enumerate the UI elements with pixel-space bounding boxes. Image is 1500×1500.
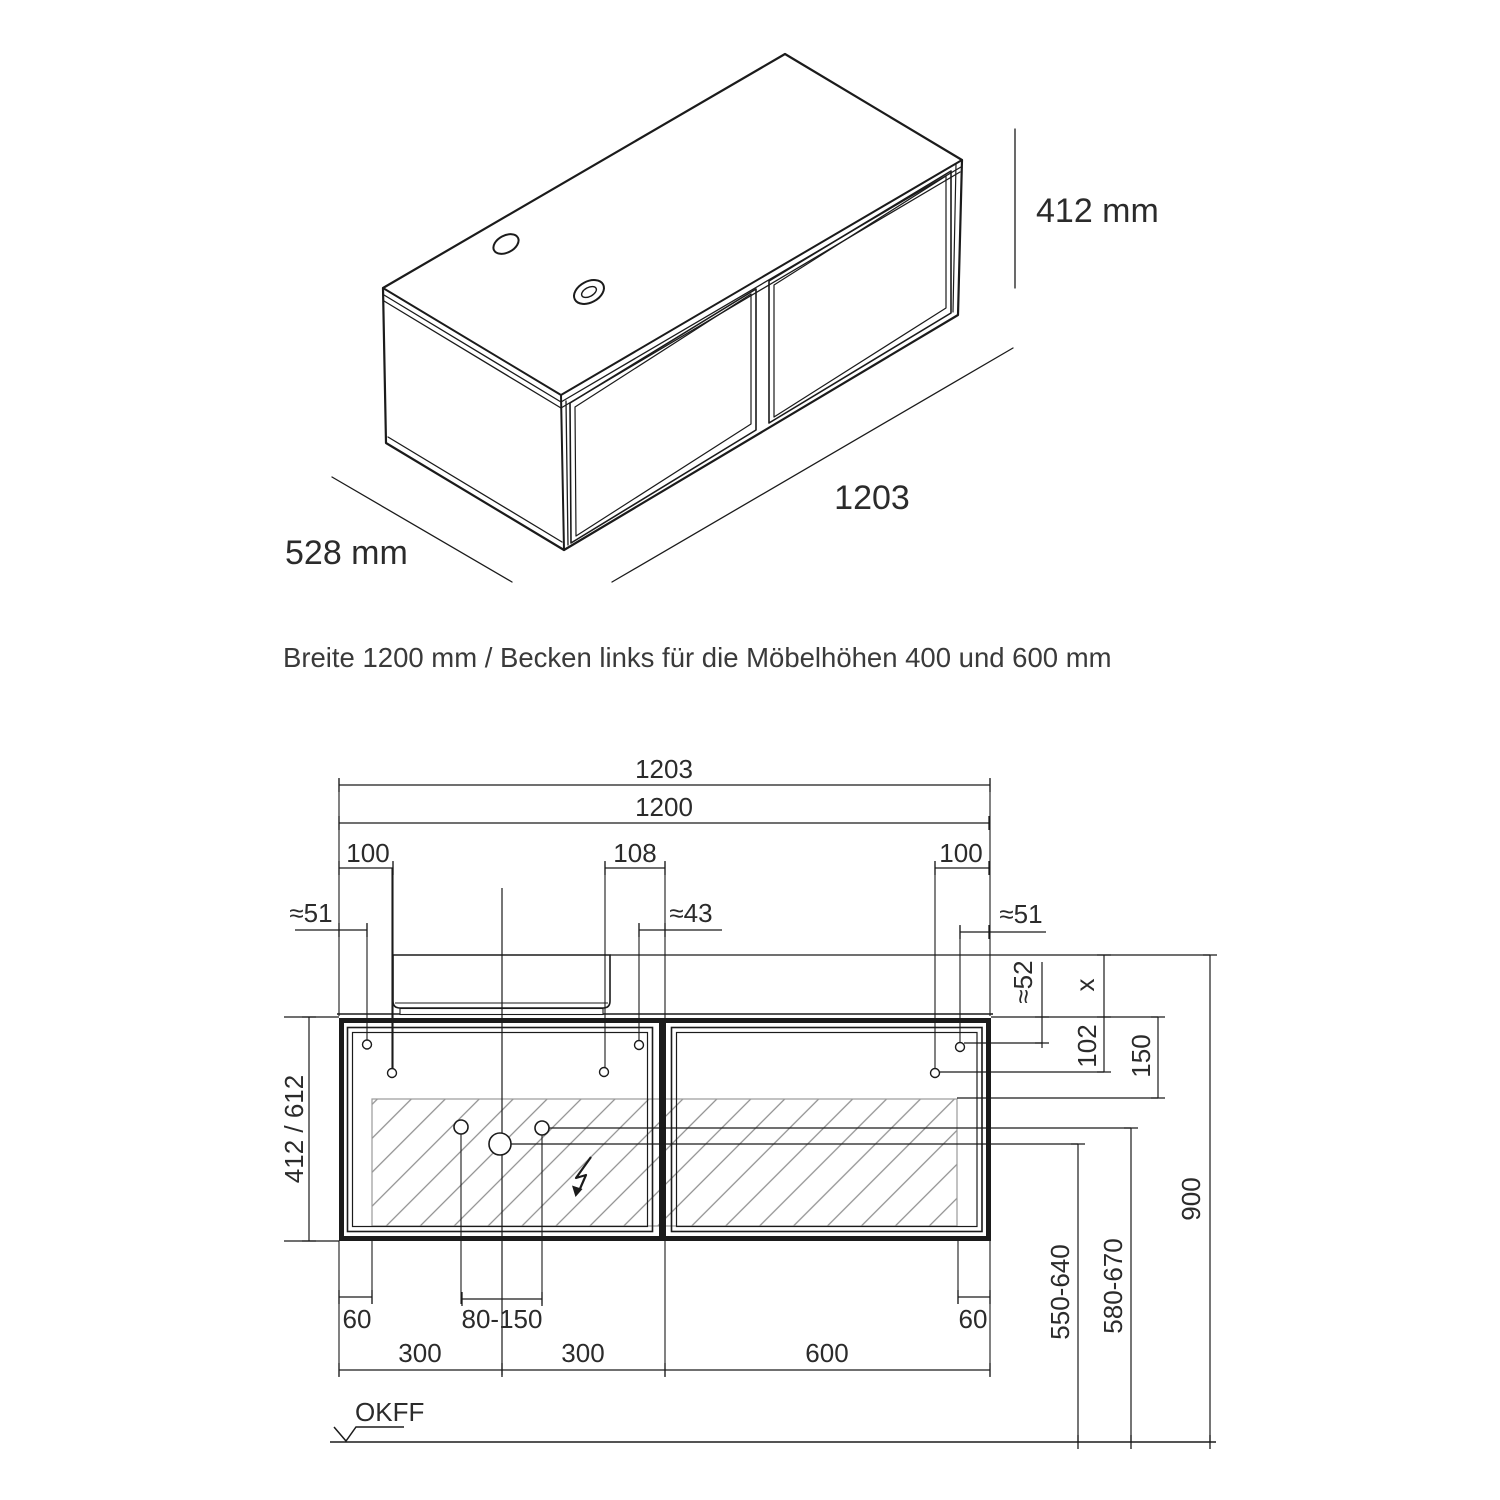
iso-drawer-right	[769, 171, 951, 423]
drain-connection	[489, 1133, 511, 1155]
dim-supply-range: 580-670	[1098, 1238, 1128, 1334]
dim-segment-300-a: 300	[398, 1338, 442, 1368]
dim-approx-left: ≈51	[289, 898, 333, 928]
dim-drain-zone: 80-150	[461, 1304, 543, 1334]
dim-approx-right: ≈51	[999, 899, 1043, 929]
dim-cabinet-height: 412 / 612	[279, 1074, 309, 1184]
supply-connection	[535, 1121, 549, 1135]
mounting-point	[635, 1041, 644, 1050]
floor-reference-label: OKFF	[355, 1397, 425, 1427]
supply-connection	[454, 1120, 468, 1134]
mounting-point	[600, 1068, 609, 1077]
dim-center-offset: 108	[613, 838, 657, 868]
iso-right-edge-inner	[953, 164, 956, 312]
mounting-point	[363, 1040, 372, 1049]
dim-fixing-depth: 102	[1072, 1024, 1102, 1068]
iso-dim-labels	[285, 192, 1159, 572]
iso-height-label: 412 mm	[1036, 192, 1159, 230]
dim-side-clearance-left: 60	[342, 1304, 372, 1334]
dim-unknown-height: x	[1070, 978, 1100, 992]
dim-edge-offset-left: 100	[346, 838, 390, 868]
faucet-hole-icon	[490, 230, 522, 258]
dim-overall-width: 1203	[635, 754, 693, 784]
dim-wall-ref-height: 900	[1176, 1177, 1206, 1221]
iso-view	[332, 54, 1015, 582]
mounting-point	[388, 1069, 397, 1078]
iso-width-label: 1203	[834, 479, 910, 517]
dim-cabinet-width: 1200	[635, 792, 693, 822]
caption-text: Breite 1200 mm / Becken links für die Möbelhöhen 400 und 600 mm	[283, 642, 1112, 673]
iso-depth-label: 528 mm	[285, 534, 408, 572]
iso-drawer-right-inner	[774, 176, 946, 417]
dim-approx-center: ≈43	[669, 898, 713, 928]
dim-side-clearance-right: 60	[958, 1304, 988, 1334]
dim-edge-offset-right: 100	[939, 838, 983, 868]
mounting-point	[931, 1069, 940, 1078]
dim-approx-basin-edge: ≈52	[1008, 960, 1038, 1004]
dim-zone-top-offset: 150	[1126, 1034, 1156, 1078]
iso-drawer-left	[570, 289, 756, 543]
datum-level-icon	[334, 1427, 404, 1441]
dim-drain-range: 550-640	[1045, 1244, 1075, 1340]
mounting-point	[956, 1043, 965, 1052]
iso-drawer-left-inner	[575, 294, 751, 536]
drain-hole-icon	[570, 275, 608, 309]
dim-segment-600: 600	[805, 1338, 849, 1368]
iso-cabinet-outline	[383, 54, 962, 550]
dim-segment-300-b: 300	[561, 1338, 605, 1368]
front-view	[279, 754, 1217, 1449]
